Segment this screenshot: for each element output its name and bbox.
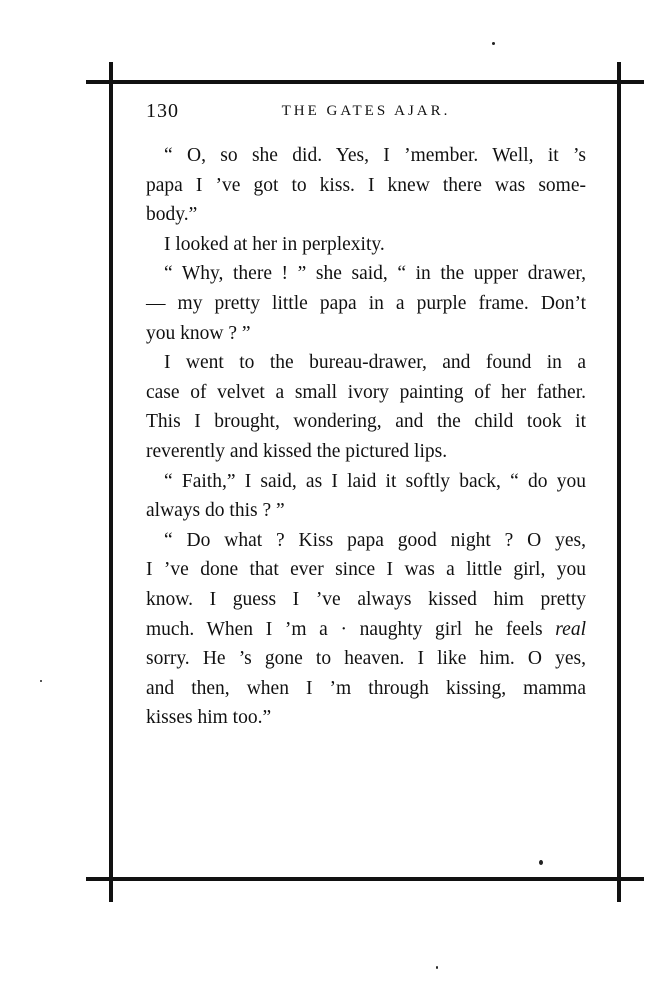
emphasis: real — [555, 618, 586, 640]
speck — [539, 860, 543, 865]
text-line: “ Faith,” I said, as I laid it softly back, “ do you — [164, 470, 586, 492]
speck — [436, 966, 438, 969]
text-line: This I brought, wondering, and the child took it — [146, 411, 586, 433]
border-rule-bottom — [86, 877, 644, 881]
speck — [40, 680, 42, 682]
text-line: and then, when I ’m through kissing, mamma — [146, 677, 586, 699]
text-line: you know ? ” — [146, 322, 251, 344]
text-line: always do this ? ” — [146, 500, 285, 522]
text-line: case of velvet a small ivory painting of her father. — [146, 381, 586, 403]
page-header — [146, 100, 586, 130]
text-line: — my pretty little papa in a purple frame. Don’t — [146, 292, 586, 314]
text-line: “ Why, there ! ” she said, “ in the upper drawer, — [164, 263, 586, 285]
text-line: body.” — [146, 204, 198, 226]
text-line: sorry. He ’s gone to heaven. I like him. O yes, — [146, 648, 586, 670]
text-line: know. I guess I ’ve always kissed him pretty — [146, 588, 586, 610]
text-line: much. When I ’m a · naughty girl he feels real — [146, 618, 586, 640]
text-line: “ O, so she did. Yes, I ’member. Well, it ’s — [164, 145, 586, 166]
text-line: papa I ’ve got to kiss. I knew there was some- — [146, 174, 586, 196]
text-line: reverently and kissed the pictured lips. — [146, 440, 448, 462]
border-rule-right — [617, 62, 621, 902]
text-line: I ’ve done that ever since I was a little girl, you — [146, 559, 586, 581]
text-line: I went to the bureau-drawer, and found in a — [164, 352, 586, 374]
body-text — [146, 141, 586, 733]
border-rule-left — [109, 62, 113, 902]
text-line: I looked at her in perplexity. — [164, 233, 385, 255]
text-line: kisses him too.” — [146, 707, 272, 729]
text-line: “ Do what ? Kiss papa good night ? O yes, — [164, 529, 586, 551]
running-title: THE GATES AJAR. — [281, 103, 451, 119]
page-number: 130 — [146, 100, 179, 122]
speck — [492, 42, 495, 45]
border-rule-top — [86, 80, 644, 84]
